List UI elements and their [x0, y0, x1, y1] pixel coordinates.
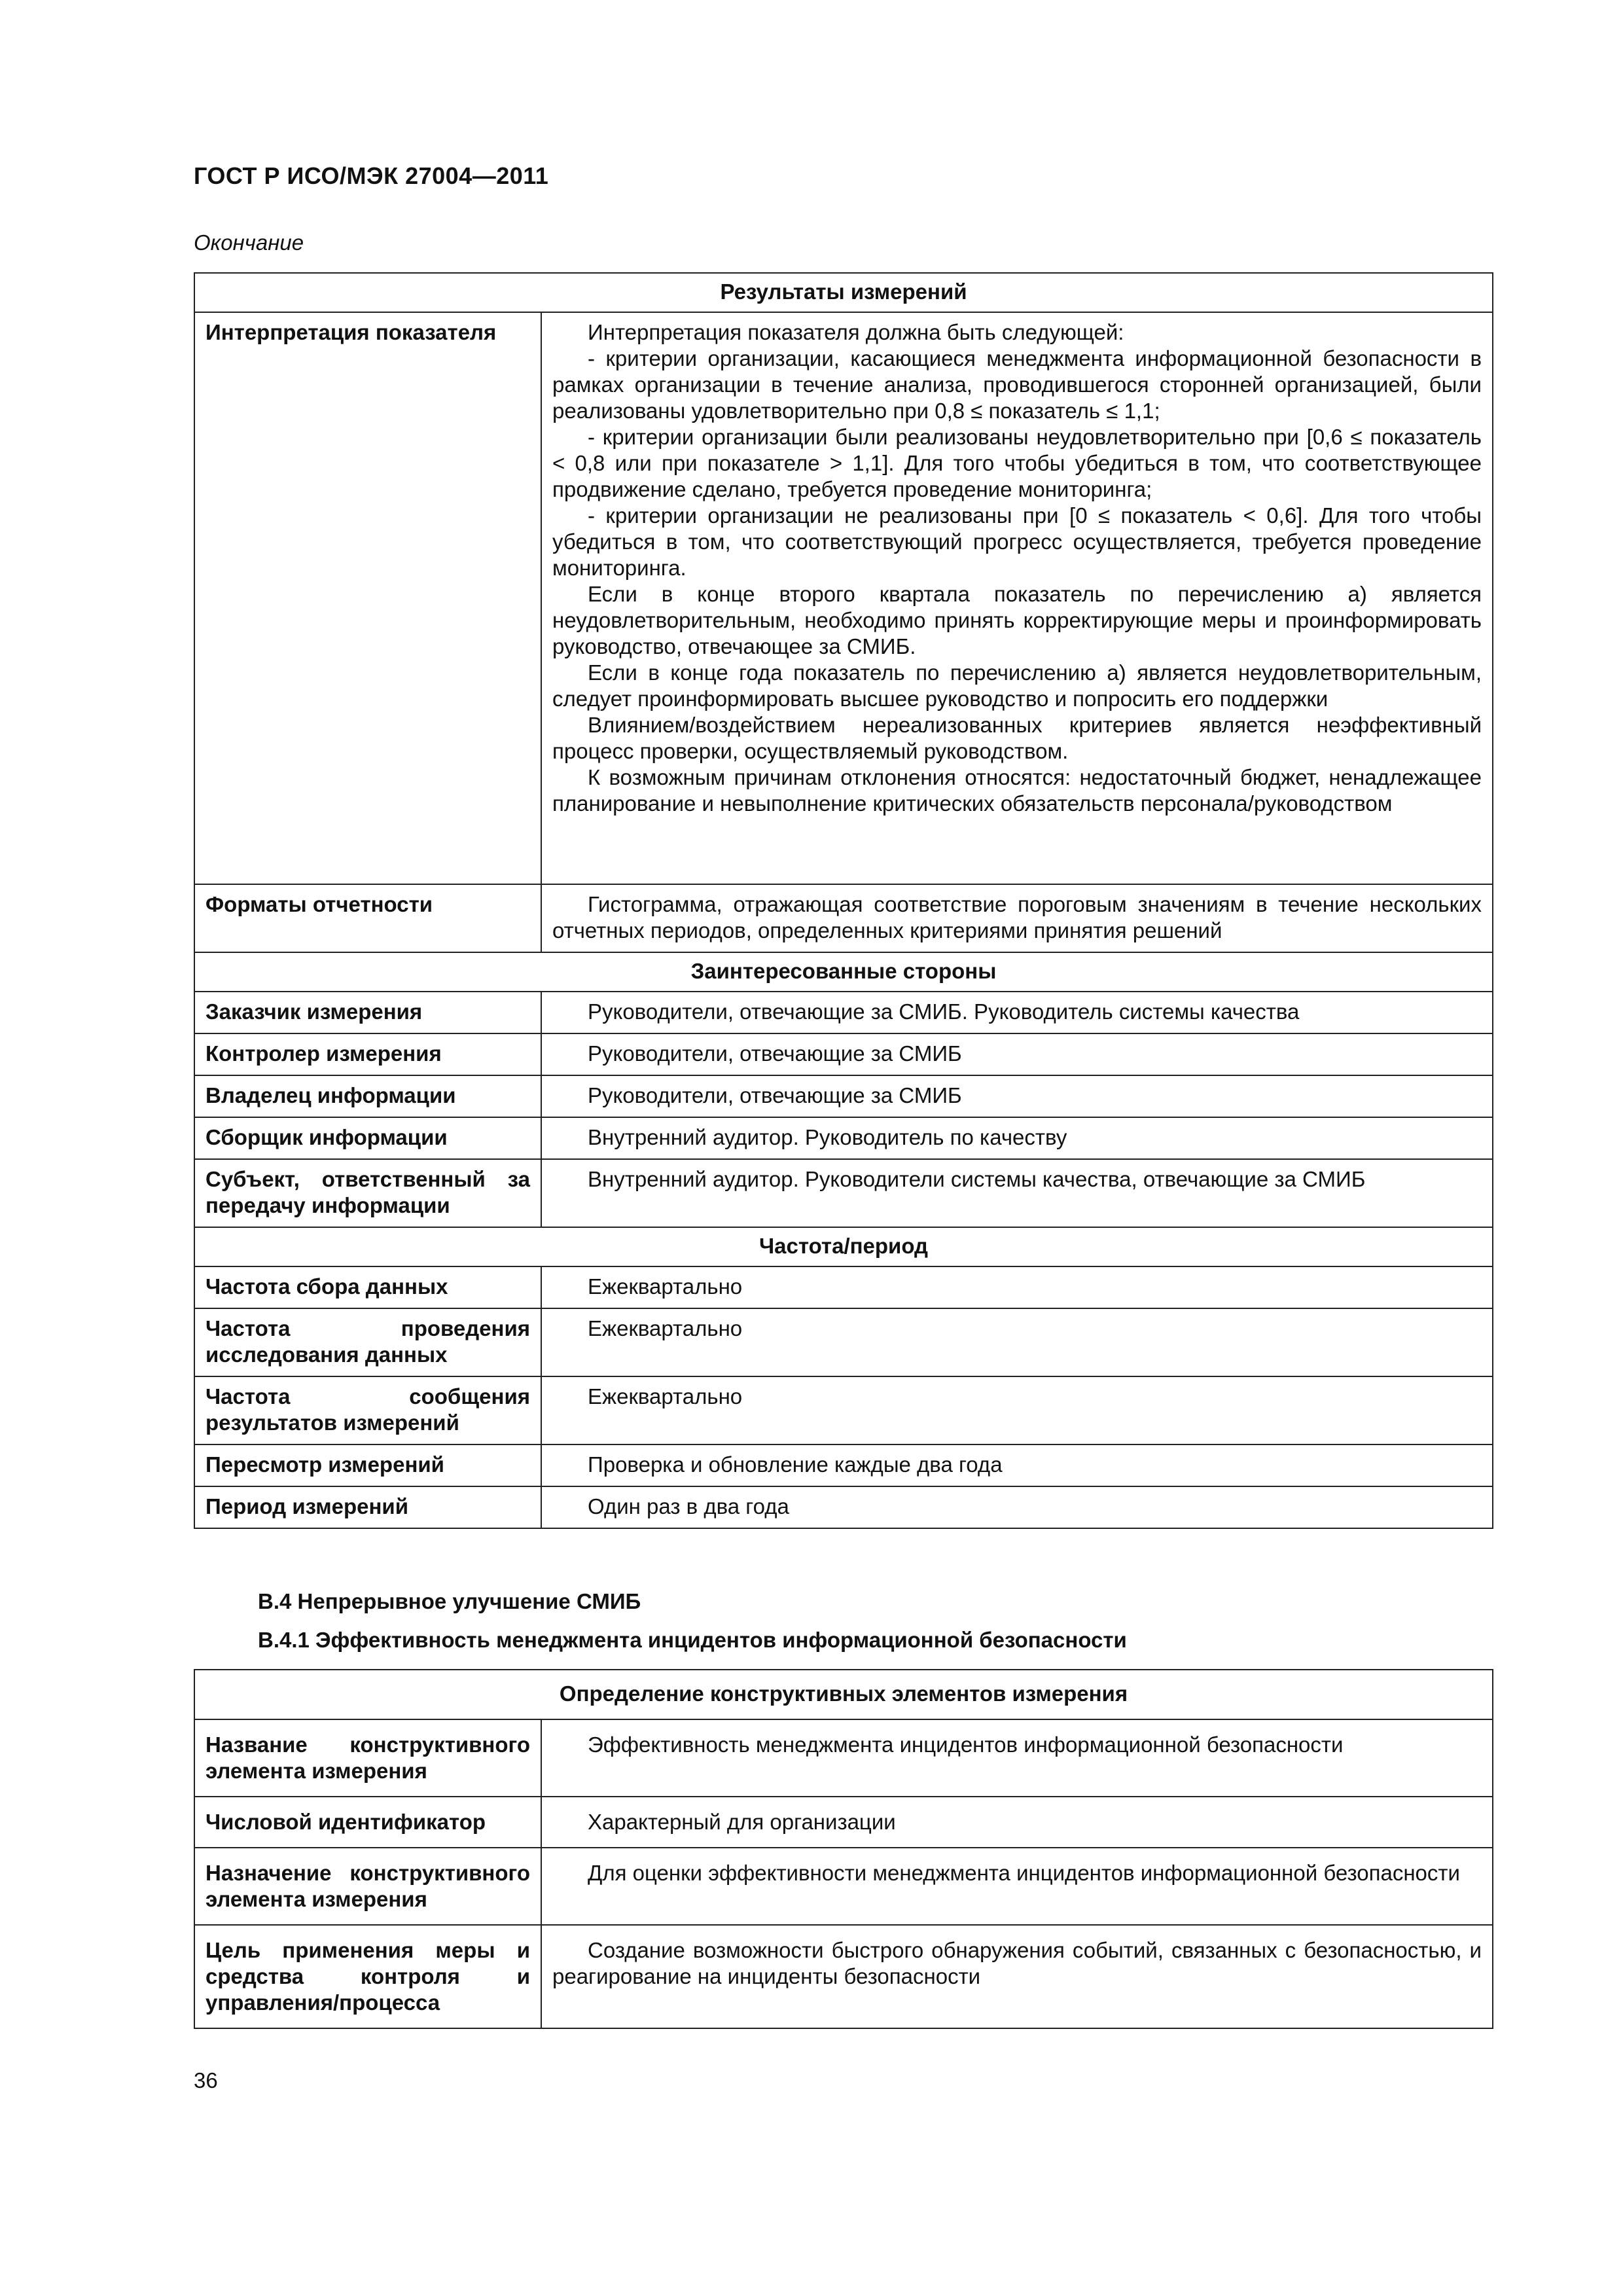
section-header-stakeholders: Заинтересованные стороны	[194, 952, 1493, 992]
row-label: Цель применения меры и средства контроля и управления/процесса	[194, 1925, 541, 2028]
section-heading-b4: В.4 Непрерывное улучшение СМИБ	[258, 1589, 641, 1613]
row-value: Внутренний аудитор. Руководители системы качества, отвечающие за СМИБ	[541, 1159, 1493, 1227]
interpretation-paragraph: - критерии организации не реализованы при [0 ≤ показатель < 0,6]. Для того чтобы убедиться в том, что соответствующий прогресс осуществляется, требуется проведение мониторинга.	[552, 503, 1482, 580]
row-value: Создание возможности быстрого обнаружения событий, связанных с безопасностью, и реагирование на инциденты безопасности	[541, 1925, 1493, 2028]
row-label: Заказчик измерения	[194, 992, 541, 1033]
row-label: Назначение конструктивного элемента измерения	[194, 1848, 541, 1925]
row-label: Контролер измерения	[194, 1033, 541, 1075]
page-number: 36	[194, 2068, 218, 2092]
row-label: Числовой идентификатор	[194, 1797, 541, 1848]
table-row	[194, 1848, 1493, 1925]
interpretation-paragraph: - критерии организации, касающиеся менеджмента информационной безопасности в рамках организации в течение анализа, проводившегося сторонней организацией, были реализованы удовлетворительно при 0,8 ≤ показатель ≤ 1,1;	[552, 346, 1482, 423]
row-label: Сборщик информации	[194, 1117, 541, 1159]
row-value: Эффективность менеджмента инцидентов информационной безопасности	[541, 1719, 1493, 1797]
table-row	[194, 1075, 1493, 1117]
interpretation-paragraph: - критерии организации были реализованы неудовлетворительно при [0,6 ≤ показатель < 0,8 или при показателе > 1,1]. Для того чтобы убедиться в том, что соответствующее продвижение сделано, требуется проведение мониторинга;	[552, 425, 1482, 501]
table-row	[194, 1117, 1493, 1159]
row-value-interpretation	[541, 312, 1493, 884]
table-row	[194, 1308, 1493, 1376]
table-row	[194, 884, 1493, 952]
table-row	[194, 1033, 1493, 1075]
row-value: Внутренний аудитор. Руководитель по качеству	[541, 1117, 1493, 1159]
table-row	[194, 1266, 1493, 1308]
interpretation-paragraph: Влиянием/воздействием нереализованных критериев является неэффективный процесс проверки, осуществляемый руководством.	[552, 713, 1482, 763]
row-value: Для оценки эффективности менеджмента инцидентов информационной безопасности	[541, 1848, 1493, 1925]
row-label: Название конструктивного элемента измерения	[194, 1719, 541, 1797]
table-row	[194, 273, 1493, 312]
continuation-label: Окончание	[194, 230, 304, 255]
row-label-interpretation: Интерпретация показателя	[194, 312, 541, 884]
section-heading-b41: В.4.1 Эффективность менеджмента инцидентов информационной безопасности	[258, 1628, 1127, 1652]
section-header-definition: Определение конструктивных элементов измерения	[194, 1670, 1493, 1719]
row-label: Частота проведения исследования данных	[194, 1308, 541, 1376]
table-row	[194, 1159, 1493, 1227]
row-value: Один раз в два года	[541, 1486, 1493, 1528]
row-label: Частота сообщения результатов измерений	[194, 1376, 541, 1444]
row-value: Ежеквартально	[541, 1266, 1493, 1308]
interpretation-paragraph: Если в конце года показатель по перечислению а) является неудовлетворительным, следует проинформировать высшее руководство и попросить его поддержки	[552, 660, 1482, 711]
measurement-results-table	[194, 272, 1493, 1529]
row-value: Руководители, отвечающие за СМИБ. Руководитель системы качества	[541, 992, 1493, 1033]
row-value: Руководители, отвечающие за СМИБ	[541, 1033, 1493, 1075]
row-value: Ежеквартально	[541, 1376, 1493, 1444]
table-row	[194, 1719, 1493, 1797]
table-row	[194, 1227, 1493, 1266]
row-label: Владелец информации	[194, 1075, 541, 1117]
row-value: Ежеквартально	[541, 1308, 1493, 1376]
section-header-frequency: Частота/период	[194, 1227, 1493, 1266]
row-value-formats: Гистограмма, отражающая соответствие пороговым значениям в течение нескольких отчетных периодов, определенных критериями принятия решений	[541, 884, 1493, 952]
table-row	[194, 992, 1493, 1033]
interpretation-paragraph: К возможным причинам отклонения относятся: недостаточный бюджет, ненадлежащее планирование и невыполнение критических обязательств персонала/руководством	[552, 765, 1482, 816]
row-label: Частота сбора данных	[194, 1266, 541, 1308]
row-label: Период измерений	[194, 1486, 541, 1528]
table-row	[194, 1925, 1493, 2028]
row-label-formats: Форматы отчетности	[194, 884, 541, 952]
table-row	[194, 1670, 1493, 1719]
table-row	[194, 1486, 1493, 1528]
table-row	[194, 1444, 1493, 1486]
row-label: Пересмотр измерений	[194, 1444, 541, 1486]
row-value: Проверка и обновление каждые два года	[541, 1444, 1493, 1486]
row-value: Характерный для организации	[541, 1797, 1493, 1848]
table-row	[194, 1376, 1493, 1444]
table-row	[194, 312, 1493, 884]
row-value: Руководители, отвечающие за СМИБ	[541, 1075, 1493, 1117]
measurement-definition-table	[194, 1669, 1493, 2029]
row-label: Субъект, ответственный за передачу информации	[194, 1159, 541, 1227]
section-header-results: Результаты измерений	[194, 273, 1493, 312]
table-row	[194, 1797, 1493, 1848]
interpretation-paragraph: Интерпретация показателя должна быть следующей:	[588, 320, 1124, 344]
document-title: ГОСТ Р ИСО/МЭК 27004—2011	[194, 162, 549, 189]
interpretation-paragraph: Если в конце второго квартала показатель по перечислению а) является неудовлетворительным, необходимо принять корректирующие меры и проинформировать руководство, отвечающее за СМИБ.	[552, 582, 1482, 658]
table-row	[194, 952, 1493, 992]
